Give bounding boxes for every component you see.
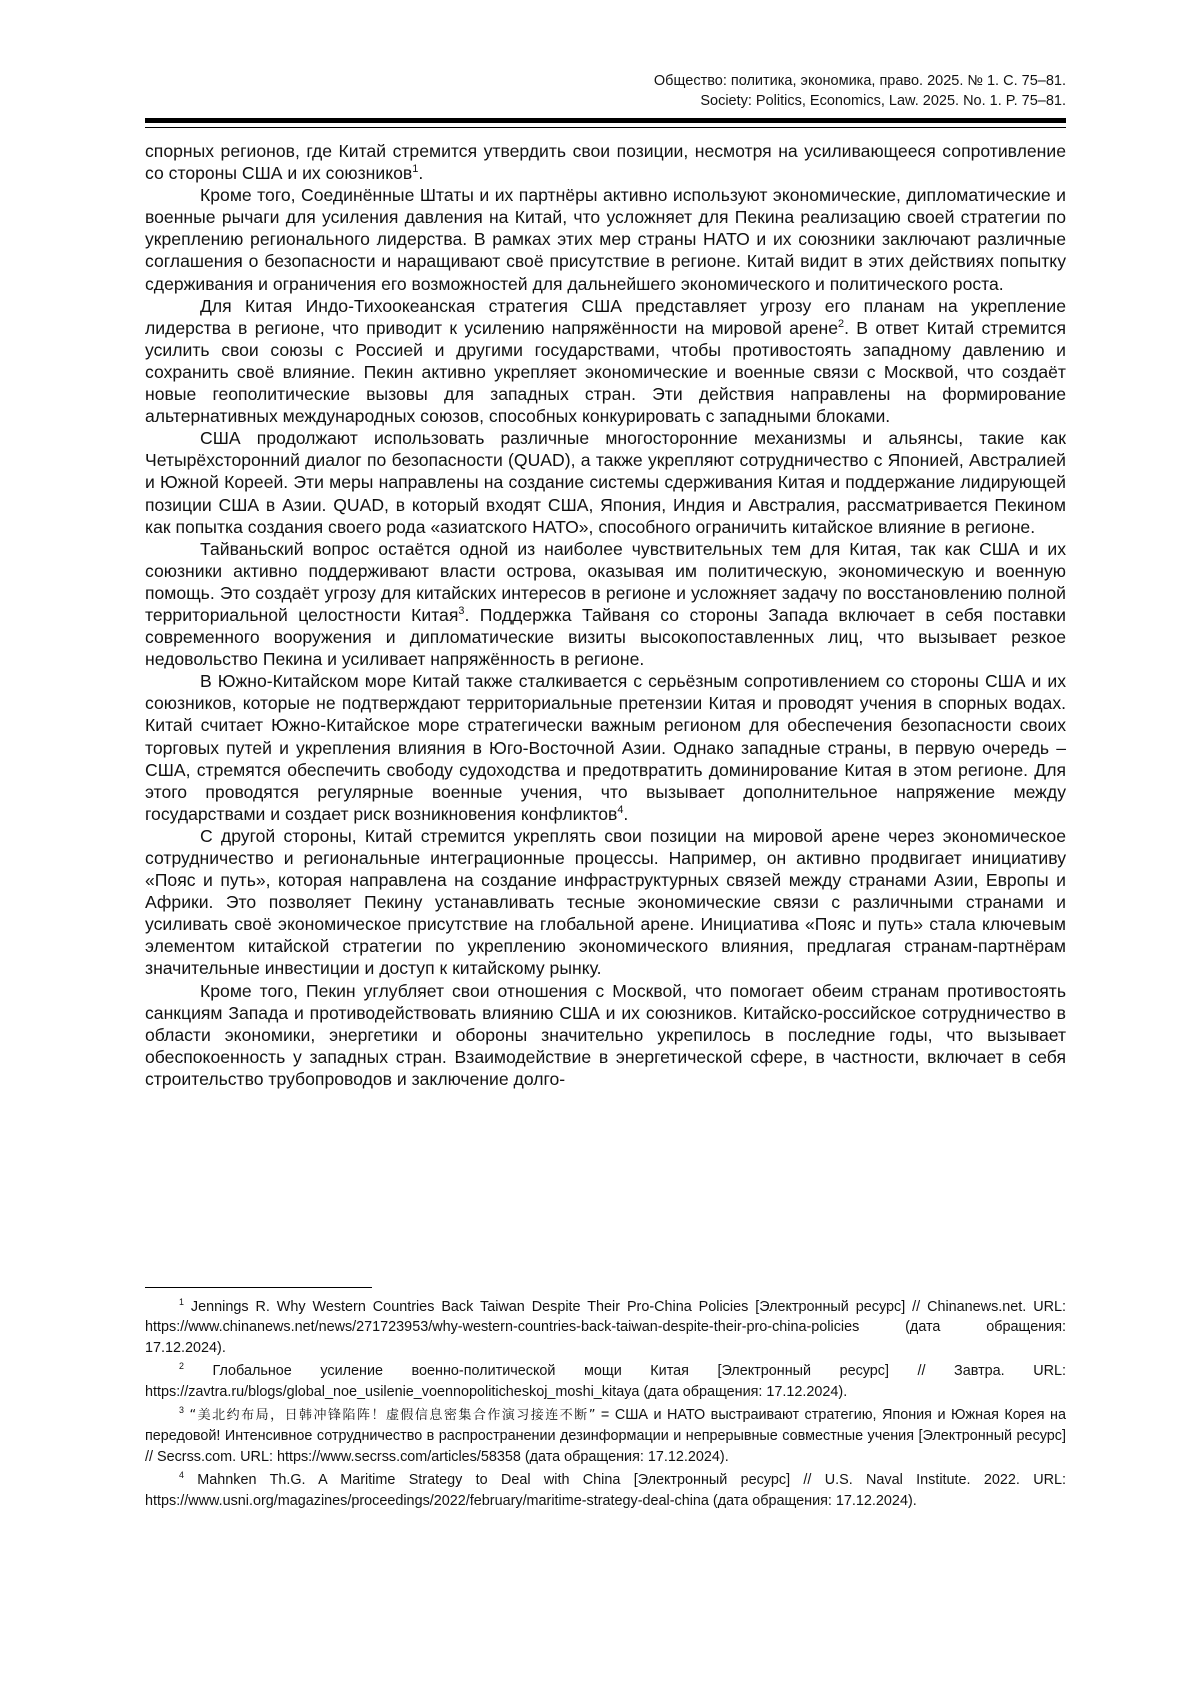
footnote-4	[145, 1470, 1066, 1511]
paragraph-1: спорных регионов, где Китай стремится утвердить свои позиции, несмотря на усиливающееся сопротивление со стороны США и их союзников$^1$.	[145, 141, 1066, 184]
footnote-text: Jennings R. Why Western Countries Back Taiwan Despite Their Pro-China Policies [Электронный ресурс] // Chinanews.net. URL: https://www.chinanews.net/news/271723953/why-western-countries-back-taiwan-despite-their-pro-china-policies (дата обращения: 17.12.2024).	[145, 1299, 1066, 1356]
footnote-ref-2[interactable]: 2	[838, 317, 845, 330]
footnote-2	[145, 1361, 1066, 1402]
footnote-text: = США и НАТО выстраивают стратегию, Япония и Южная Корея на передовой! Интенсивное сотрудничество в распространении дезинформации и непрерывные совместные учения [Электронный ресурс] // Secrss.com. URL: https://www.secrss.com/articles/58358 (дата обращения: 17.12.2024).	[145, 1407, 1066, 1465]
paragraph-7: С другой стороны, Китай стремится укреплять свои позиции на мировой арене через экономическое сотрудничество и региональные интеграционные процессы. Например, он активно продвигает инициативу «Пояс и путь», которая направлена на создание инфраструктурных связей между странами Азии, Европы и Африки. Это позволяет Пекину устанавливать тесные экономические связи с различными странами и усиливать своё экономическое присутствие на глобальной арене. Инициатива «Пояс и путь» стала ключевым элементом китайской стратегии по укреплению экономического влияния, предлагая странам-партнёрам значительные инвестиции и доступ к китайскому рынку.	[145, 825, 1066, 979]
footnote-number: 4	[179, 1470, 184, 1481]
footnote-separator	[145, 1287, 372, 1288]
footnotes	[145, 1297, 1066, 1511]
paragraph-2: Кроме того, Соединённые Штаты и их партнёры активно используют экономические, дипломатические и военные рычаги для усиления давления на Китай, что усложняет для Пекина реализацию своей стратегии по укреплению регионального лидерства. В рамках этих мер страны НАТО и их союзники заключают различные соглашения о безопасности и наращивают своё присутствие в регионе. Китай видит в этих действиях попытку сдерживания и ограничения его возможностей для дальнейшего экономического и политического роста.	[145, 185, 1066, 294]
header-line-ru: Общество: политика, экономика, право. 2025. № 1. С. 75–81.	[653, 73, 1066, 89]
running-header	[145, 71, 1066, 111]
paragraph-5: Тайваньский вопрос остаётся одной из наиболее чувствительных тем для Китая, так как США и их союзники активно поддерживают власти острова, оказывая им политическую, экономическую и военную помощь. Это создаёт угрозу для китайских интересов в регионе и усложняет задачу по восстановлению полной территориальной целостности Китая$^3$. Поддержка Тайваня со стороны Запада включает в себя поставки современного вооружения и дипломатические визиты высокопоставленных лиц, что вызывает резкое недовольство Пекина и усиливает напряжённость в регионе.	[145, 538, 1066, 670]
footnote-3	[145, 1405, 1066, 1467]
header-line-en: Society: Politics, Economics, Law. 2025. No. 1. P. 75–81.	[700, 93, 1066, 109]
footnote-text: Mahnken Th.G. A Maritime Strategy to Deal with China [Электронный ресурс] // U.S. Naval Institute. 2022. URL: https://www.usni.org/magazines/proceedings/2022/february/maritime-strategy-deal-china (дата обращения: 17.12.2024).	[145, 1472, 1066, 1509]
paragraph-8: Кроме того, Пекин углубляет свои отношения с Москвой, что помогает обеим странам противостоять санкциям Запада и противодействовать влиянию США и их союзников. Китайско-российское сотрудничество в области экономики, энергетики и обороны значительно укрепилось в последние годы, что вызывает обеспокоенность у западных стран. Взаимодействие в энергетической сфере, в частности, включает в себя строительство трубопроводов и заключение долго-	[145, 980, 1066, 1089]
paragraph-3: Для Китая Индо-Тихоокеанская стратегия США представляет угрозу его планам на укрепление лидерства в регионе, что приводит к усилению напряжённости на мировой арене$^2$. В ответ Китай стремится усилить свои союзы с Россией и другими государствами, чтобы противостоять западному давлению и сохранить своё влияние. Пекин активно укрепляет экономические и военные связи с Москвой, что создаёт новые геополитические вызовы для западных стран. Эти действия направлены на формирование альтернативных международных союзов, способных конкурировать с западными блоками.	[145, 295, 1066, 427]
footnote-number: 2	[179, 1361, 184, 1372]
footnote-chinese-title: “美北约布局，日韩冲锋陷阵！虚假信息密集合作演习接连不断”	[189, 1408, 596, 1424]
body-text	[145, 140, 1066, 1090]
footnote-ref-1[interactable]: 1	[412, 163, 419, 176]
header-rule-thick	[145, 118, 1066, 123]
paragraph-4: США продолжают использовать различные многосторонние механизмы и альянсы, такие как Четырёхсторонний диалог по безопасности (QUAD), а также укрепляют сотрудничество с Японией, Австралией и Южной Кореей. Эти меры направлены на создание системы сдерживания Китая и поддержание лидирующей позиции США в Азии. QUAD, в который входят США, Япония, Индия и Австралия, рассматривается Пекином как попытка создания своего рода «азиатского НАТО», способного ограничить китайское влияние в регионе.	[145, 428, 1066, 537]
footnote-ref-4[interactable]: 4	[617, 803, 624, 816]
footnote-number: 3	[179, 1405, 184, 1416]
footnote-number: 1	[179, 1297, 184, 1308]
footnote-1	[145, 1297, 1066, 1358]
footnote-ref-3[interactable]: 3	[458, 604, 465, 617]
header-rule-thin	[145, 127, 1066, 128]
paragraph-6: В Южно-Китайском море Китай также сталкивается с серьёзным сопротивлением со стороны США и их союзников, которые не подтверждают территориальные претензии Китая и проводят учения в спорных водах. Китай считает Южно-Китайское море стратегически важным регионом для обеспечения безопасности своих торговых путей и укрепления влияния в Юго-Восточной Азии. Однако западные страны, в первую очередь – США, стремятся обеспечить свободу судоходства и предотвратить доминирование Китая в этом регионе. Для этого проводятся регулярные военные учения, что вызывает дополнительное напряжение между государствами и создает риск возникновения конфликтов$^4$.	[145, 671, 1066, 824]
footnote-text: Глобальное усиление военно-политической мощи Китая [Электронный ресурс] // Завтра. URL: https://zavtra.ru/blogs/global_noe_usilenie_voennopoliticheskoj_moshi_kitaya (дата обращения: 17.12.2024).	[145, 1363, 1066, 1400]
